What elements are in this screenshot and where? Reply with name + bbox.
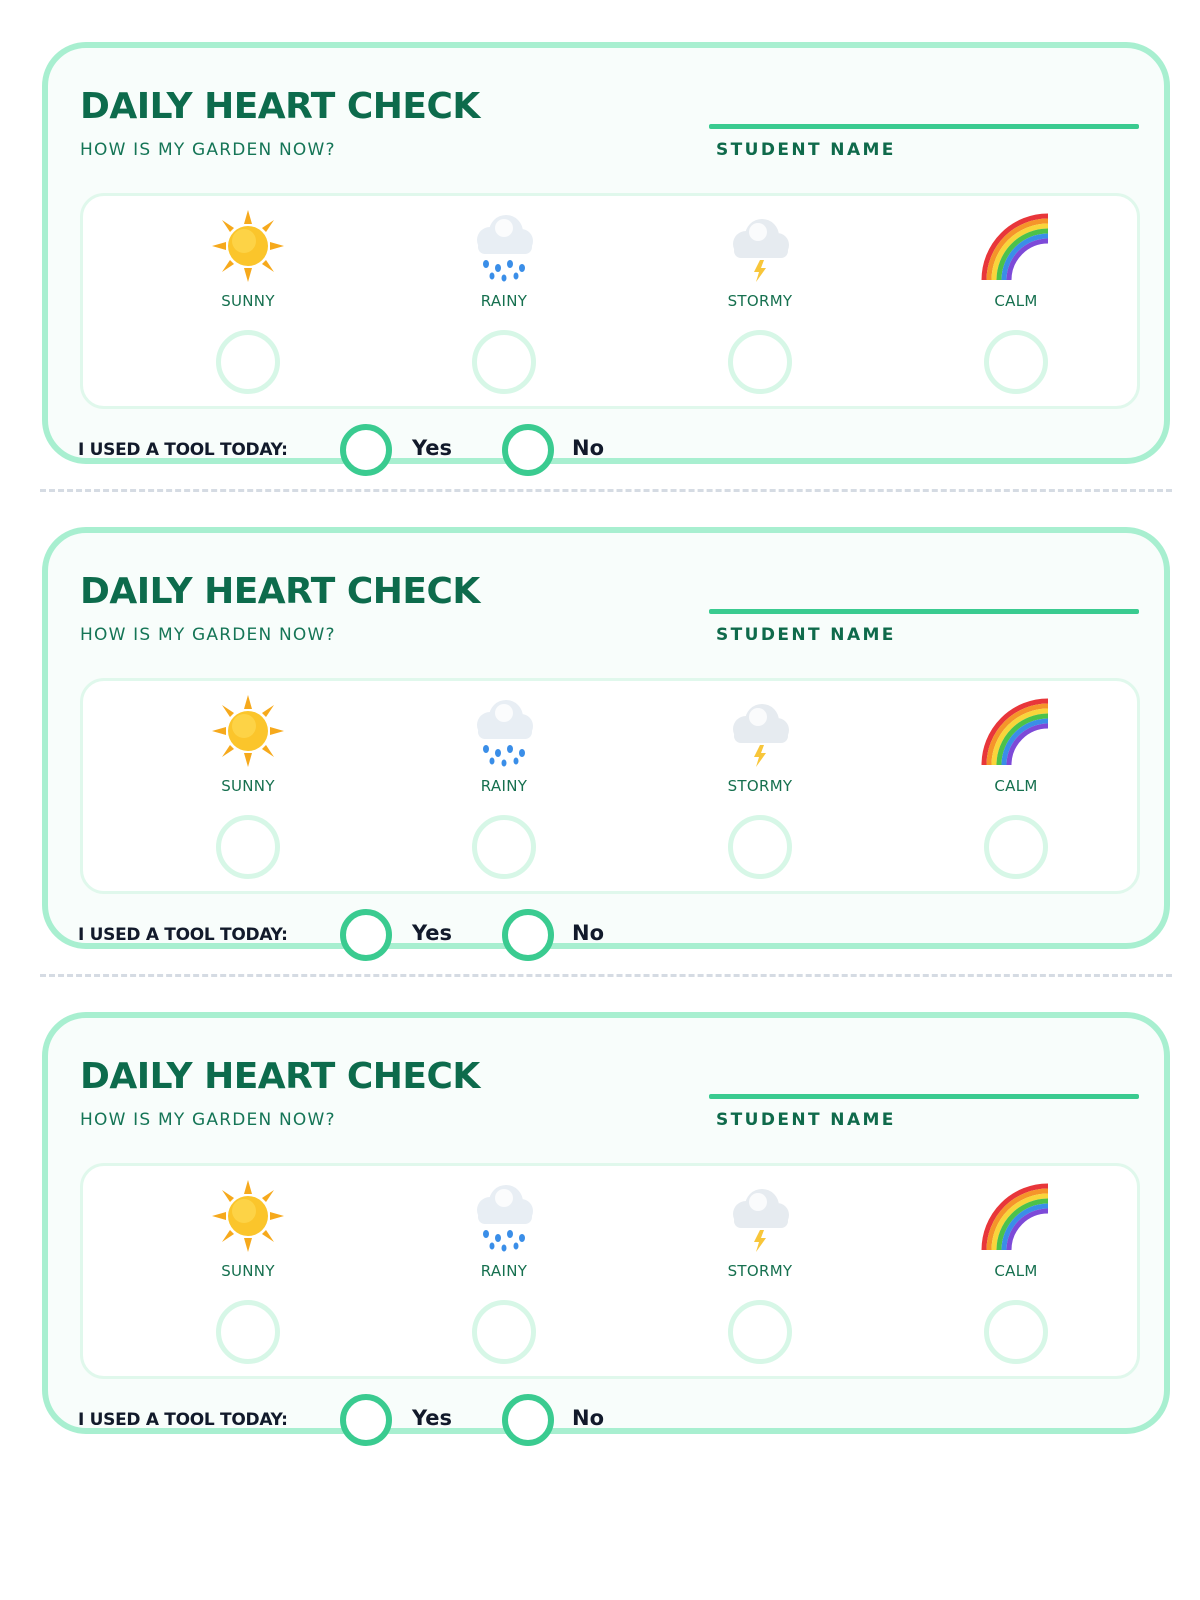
stormy-checkbox[interactable]: [728, 330, 792, 394]
tool-used-row: [48, 422, 648, 478]
rain-cloud-icon: [466, 1178, 542, 1254]
mood-options-panel: [80, 678, 1140, 894]
option-stormy: [660, 681, 860, 891]
option-sunny: [148, 196, 348, 406]
storm-cloud-icon: [722, 693, 798, 769]
option-label: STORMY: [727, 292, 793, 310]
option-label: RAINY: [480, 292, 528, 310]
yes-radio[interactable]: [340, 424, 392, 476]
tool-used-label: I USED A TOOL TODAY:: [78, 440, 288, 460]
student-name-line[interactable]: [709, 609, 1139, 614]
no-label: No: [572, 921, 605, 945]
card-subtitle: HOW IS MY GARDEN NOW?: [80, 1110, 336, 1130]
student-name-label: STUDENT NAME: [716, 625, 896, 645]
card-title: DAILY HEART CHECK: [80, 1056, 480, 1097]
no-label: No: [572, 436, 605, 460]
rainy-checkbox[interactable]: [472, 330, 536, 394]
option-sunny: [148, 681, 348, 891]
no-radio[interactable]: [502, 424, 554, 476]
stormy-checkbox[interactable]: [728, 1300, 792, 1364]
calm-checkbox[interactable]: [984, 1300, 1048, 1364]
heart-check-card-3: [42, 1012, 1170, 1434]
option-calm: [916, 681, 1116, 891]
student-name-line[interactable]: [709, 1094, 1139, 1099]
sunny-checkbox[interactable]: [216, 1300, 280, 1364]
tool-used-label: I USED A TOOL TODAY:: [78, 1410, 288, 1430]
calm-checkbox[interactable]: [984, 815, 1048, 879]
card-subtitle: HOW IS MY GARDEN NOW?: [80, 140, 336, 160]
option-label: CALM: [994, 777, 1038, 795]
option-rainy: [404, 196, 604, 406]
tool-used-row: [48, 1392, 648, 1448]
option-label: STORMY: [727, 1262, 793, 1280]
sun-icon: [210, 1178, 286, 1254]
heart-check-card-1: [42, 42, 1170, 464]
cut-line: [40, 489, 1172, 492]
storm-cloud-icon: [722, 208, 798, 284]
option-rainy: [404, 681, 604, 891]
yes-radio[interactable]: [340, 1394, 392, 1446]
rainy-checkbox[interactable]: [472, 1300, 536, 1364]
no-radio[interactable]: [502, 1394, 554, 1446]
rainbow-icon: [978, 1178, 1054, 1254]
card-subtitle: HOW IS MY GARDEN NOW?: [80, 625, 336, 645]
option-label: RAINY: [480, 1262, 528, 1280]
option-label: CALM: [994, 292, 1038, 310]
card-title: DAILY HEART CHECK: [80, 86, 480, 127]
no-radio[interactable]: [502, 909, 554, 961]
rainbow-icon: [978, 693, 1054, 769]
cut-line: [40, 974, 1172, 977]
sun-icon: [210, 208, 286, 284]
tool-used-label: I USED A TOOL TODAY:: [78, 925, 288, 945]
option-calm: [916, 1166, 1116, 1376]
mood-options-panel: [80, 1163, 1140, 1379]
mood-options-panel: [80, 193, 1140, 409]
option-label: SUNNY: [221, 1262, 275, 1280]
student-name-label: STUDENT NAME: [716, 1110, 896, 1130]
yes-label: Yes: [412, 1406, 453, 1430]
option-calm: [916, 196, 1116, 406]
option-stormy: [660, 1166, 860, 1376]
tool-used-row: [48, 907, 648, 963]
yes-label: Yes: [412, 921, 453, 945]
rain-cloud-icon: [466, 693, 542, 769]
heart-check-card-2: [42, 527, 1170, 949]
yes-label: Yes: [412, 436, 453, 460]
student-name-line[interactable]: [709, 124, 1139, 129]
calm-checkbox[interactable]: [984, 330, 1048, 394]
card-title: DAILY HEART CHECK: [80, 571, 480, 612]
yes-radio[interactable]: [340, 909, 392, 961]
option-rainy: [404, 1166, 604, 1376]
rain-cloud-icon: [466, 208, 542, 284]
no-label: No: [572, 1406, 605, 1430]
sunny-checkbox[interactable]: [216, 815, 280, 879]
rainbow-icon: [978, 208, 1054, 284]
stormy-checkbox[interactable]: [728, 815, 792, 879]
option-stormy: [660, 196, 860, 406]
student-name-label: STUDENT NAME: [716, 140, 896, 160]
option-label: RAINY: [480, 777, 528, 795]
storm-cloud-icon: [722, 1178, 798, 1254]
option-sunny: [148, 1166, 348, 1376]
option-label: STORMY: [727, 777, 793, 795]
option-label: SUNNY: [221, 777, 275, 795]
sun-icon: [210, 693, 286, 769]
option-label: CALM: [994, 1262, 1038, 1280]
sunny-checkbox[interactable]: [216, 330, 280, 394]
option-label: SUNNY: [221, 292, 275, 310]
rainy-checkbox[interactable]: [472, 815, 536, 879]
